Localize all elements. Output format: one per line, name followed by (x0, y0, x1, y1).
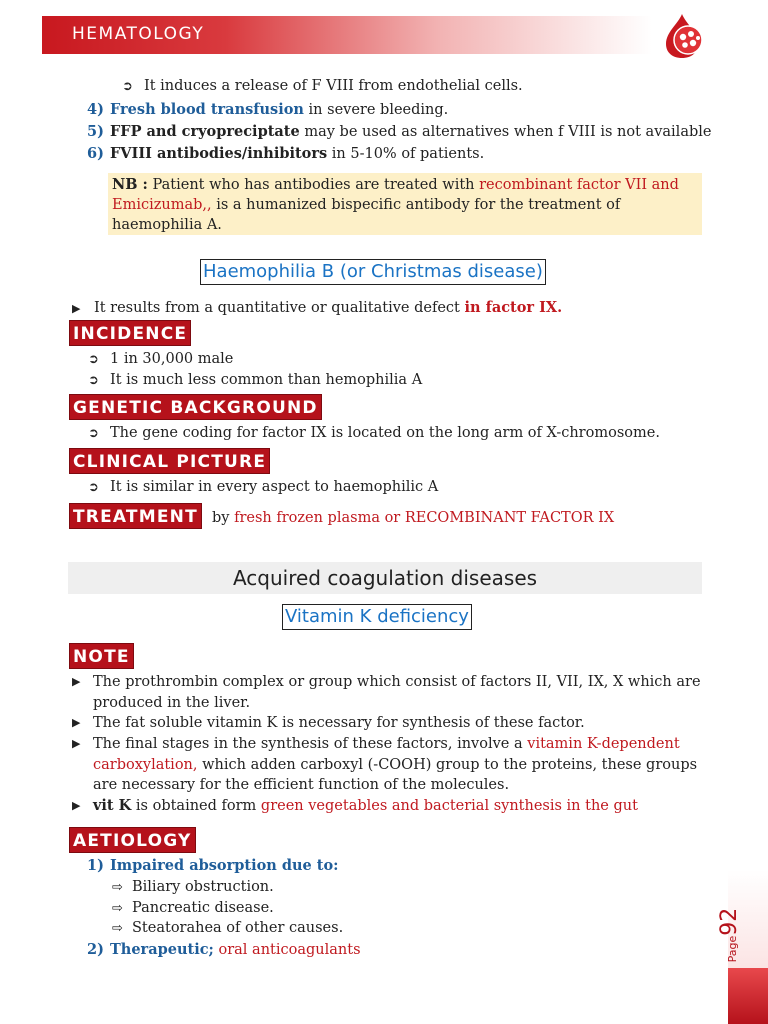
item-number: 6) (87, 145, 104, 162)
page-number-value: 92 (717, 907, 742, 936)
note-tag: NOTE (69, 643, 134, 669)
list-item (72, 299, 562, 318)
nb-text: Patient who has antibodies are treated with (147, 177, 480, 193)
note-paragraph (72, 796, 702, 817)
hollow-arrow-bullet-icon: ⇨ (112, 901, 123, 916)
list-item (112, 878, 274, 897)
item-number: 2) (87, 941, 104, 958)
hollow-arrow-bullet-icon: ⇨ (112, 880, 123, 895)
list-item (88, 350, 233, 369)
list-item-highlight: in factor IX. (464, 299, 563, 316)
list-item (88, 478, 438, 497)
section-heading: Haemophilia B (or Christmas disease) (200, 259, 546, 285)
hollow-arrow-bullet-icon: ⇨ (112, 921, 123, 936)
header-title: HEMATOLOGY (72, 24, 205, 44)
item-text: may be used as alternatives when f VIII is not available (299, 124, 712, 140)
item-heading: Fresh blood transfusion (110, 101, 304, 118)
page-number (717, 900, 768, 970)
paragraph-highlight: vitamin K-dependent carboxylation, (93, 736, 680, 773)
item-heading: FVIII antibodies/inhibitors (110, 145, 328, 162)
aetiology-tag: AETIOLOGY (69, 827, 196, 853)
subsection-heading: Vitamin K deficiency (282, 604, 472, 630)
list-item (112, 899, 274, 918)
triangle-bullet-icon: ▶ (72, 302, 81, 315)
arrow-bullet-icon: ➲ (88, 480, 99, 495)
item-heading: FFP and cryopreciptate (110, 123, 300, 140)
nb-callout (108, 173, 702, 235)
paragraph-text: The prothrombin complex or group which consist of factors II, VII, IX, X which are produced in the liver. (93, 674, 701, 711)
nb-text: is a humanized bispecific antibody for the treatment of haemophilia A. (112, 197, 621, 233)
list-item-text: Pancreatic disease. (132, 900, 274, 916)
note-paragraph (72, 734, 702, 796)
list-item (82, 145, 484, 163)
list-item (88, 371, 422, 390)
blood-drop-cells-icon (660, 12, 710, 60)
item-number: 5) (87, 123, 104, 140)
nb-label: NB : (112, 176, 148, 193)
treatment-tag: TREATMENT (69, 503, 202, 529)
paragraph-text: which adden carboxyl (-COOH) group to the proteins, these groups are necessary for the efficient function of the molecules. (93, 756, 698, 793)
triangle-bullet-icon: ▶ (72, 737, 81, 750)
treatment-by: by (212, 510, 235, 526)
list-item-text: 1 in 30,000 male (110, 351, 234, 367)
list-item-text: The gene coding for factor IX is located on the long arm of X-chromosome. (110, 425, 660, 441)
paragraph-bold: vit K (93, 797, 132, 814)
list-item (122, 77, 523, 96)
list-item-text: It is much less common than hemophilia A (110, 372, 423, 388)
section-title: Acquired coagulation diseases (232, 566, 538, 590)
item-highlight: oral anticoagulants (213, 942, 361, 958)
list-item (82, 123, 711, 141)
nb-highlight: recombinant factor VII and Emicizumab,, (112, 177, 679, 213)
triangle-bullet-icon: ▶ (72, 716, 81, 729)
item-number: 1) (87, 857, 104, 874)
list-item-text: Steatorahea of other causes. (132, 920, 344, 936)
paragraph-text: The final stages in the synthesis of these factors, involve a (93, 736, 528, 752)
note-paragraph (72, 672, 702, 713)
item-text: in severe bleeding. (303, 102, 449, 118)
note-paragraph (72, 713, 702, 734)
triangle-bullet-icon: ▶ (72, 675, 81, 688)
list-item (82, 857, 339, 875)
arrow-bullet-icon: ➲ (88, 352, 99, 367)
triangle-bullet-icon: ▶ (72, 799, 81, 812)
page-word: Page (726, 935, 739, 963)
arrow-bullet-icon: ➲ (122, 79, 133, 94)
list-item (82, 101, 448, 119)
paragraph-text: is obtained form (131, 798, 261, 814)
list-item-text: It induces a release of F VIII from endothelial cells. (144, 78, 523, 94)
genetic-background-tag: GENETIC BACKGROUND (69, 394, 322, 420)
page-side-accent (728, 968, 768, 1024)
arrow-bullet-icon: ➲ (88, 373, 99, 388)
list-item-text: It is similar in every aspect to haemophilic A (110, 479, 439, 495)
incidence-tag: INCIDENCE (69, 320, 191, 346)
list-item (82, 941, 361, 959)
treatment-highlight: fresh frozen plasma or RECOMBINANT FACTOR IX (234, 510, 615, 526)
paragraph-text: The fat soluble vitamin K is necessary for synthesis of these factor. (93, 715, 585, 731)
list-item (88, 424, 660, 443)
treatment-text (212, 509, 614, 527)
clinical-picture-tag: CLINICAL PICTURE (69, 448, 270, 474)
item-number: 4) (87, 101, 104, 118)
item-heading: Therapeutic; (110, 941, 214, 958)
list-item-text: Biliary obstruction. (132, 879, 274, 895)
item-text: in 5-10% of patients. (327, 146, 485, 162)
paragraph-highlight: green vegetables and bacterial synthesis in the gut (260, 798, 638, 814)
item-heading: Impaired absorption due to: (110, 857, 339, 874)
list-item-text: It results from a quantitative or qualitative defect (94, 300, 465, 316)
list-item (112, 919, 343, 938)
arrow-bullet-icon: ➲ (88, 426, 99, 441)
